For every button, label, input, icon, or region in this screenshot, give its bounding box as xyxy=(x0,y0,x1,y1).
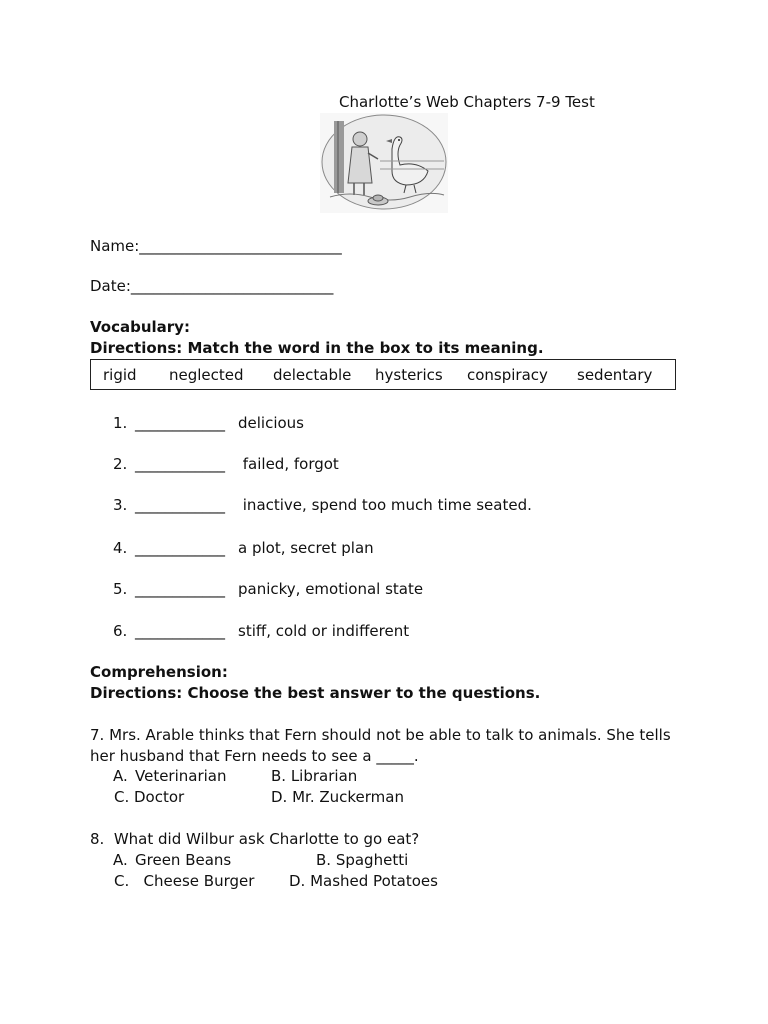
comprehension-heading: Comprehension: xyxy=(90,663,228,681)
item-number: 4. xyxy=(113,539,128,557)
option-c: C. Doctor xyxy=(114,788,185,806)
item-meaning: failed, forgot xyxy=(238,455,339,473)
word-bank-word: conspiracy xyxy=(467,366,548,384)
answer-blank: ____________ xyxy=(135,580,225,598)
answer-blank: ____________ xyxy=(135,496,225,514)
item-number: 5. xyxy=(113,580,128,598)
word-bank-box xyxy=(90,359,676,390)
question-text: 7. Mrs. Arable thinks that Fern should not be able to talk to animals. She tells xyxy=(90,726,671,744)
comprehension-directions: Directions: Choose the best answer to the questions. xyxy=(90,684,541,702)
answer-blank: ____________ xyxy=(135,622,225,640)
fern-and-goose-illustration xyxy=(320,113,448,213)
question-text: her husband that Fern needs to see a _____. xyxy=(90,747,419,765)
option-d: D. Mashed Potatoes xyxy=(289,872,438,890)
option-a: Veterinarian xyxy=(135,767,227,785)
vocabulary-heading: Vocabulary: xyxy=(90,318,190,336)
question-text: 8. What did Wilbur ask Charlotte to go eat? xyxy=(90,830,420,848)
test-title: Charlotte’s Web Chapters 7-9 Test xyxy=(339,93,595,111)
item-meaning: inactive, spend too much time seated. xyxy=(238,496,532,514)
item-meaning: delicious xyxy=(238,414,304,432)
date-field-line: Date:___________________________ xyxy=(90,277,334,295)
name-field-line: Name:___________________________ xyxy=(90,237,342,255)
word-bank-word: rigid xyxy=(103,366,137,384)
answer-blank: ____________ xyxy=(135,414,225,432)
option-letter: A. xyxy=(113,851,128,869)
option-d: D. Mr. Zuckerman xyxy=(271,788,404,806)
word-bank-word: hysterics xyxy=(375,366,443,384)
item-number: 1. xyxy=(113,414,128,432)
item-meaning: a plot, secret plan xyxy=(238,539,374,557)
vocabulary-directions: Directions: Match the word in the box to its meaning. xyxy=(90,339,544,357)
item-number: 2. xyxy=(113,455,128,473)
item-meaning: stiff, cold or indifferent xyxy=(238,622,410,640)
item-number: 6. xyxy=(113,622,128,640)
answer-blank: ____________ xyxy=(135,539,225,557)
option-c: C. Cheese Burger xyxy=(114,872,255,890)
option-a: Green Beans xyxy=(135,851,232,869)
item-number: 3. xyxy=(113,496,128,514)
option-b: B. Librarian xyxy=(271,767,358,785)
option-b: B. Spaghetti xyxy=(316,851,409,869)
option-letter: A. xyxy=(113,767,128,785)
answer-blank: ____________ xyxy=(135,455,225,473)
word-bank-word: delectable xyxy=(273,366,352,384)
word-bank-word: sedentary xyxy=(577,366,653,384)
item-meaning: panicky, emotional state xyxy=(238,580,424,598)
word-bank-word: neglected xyxy=(169,366,244,384)
